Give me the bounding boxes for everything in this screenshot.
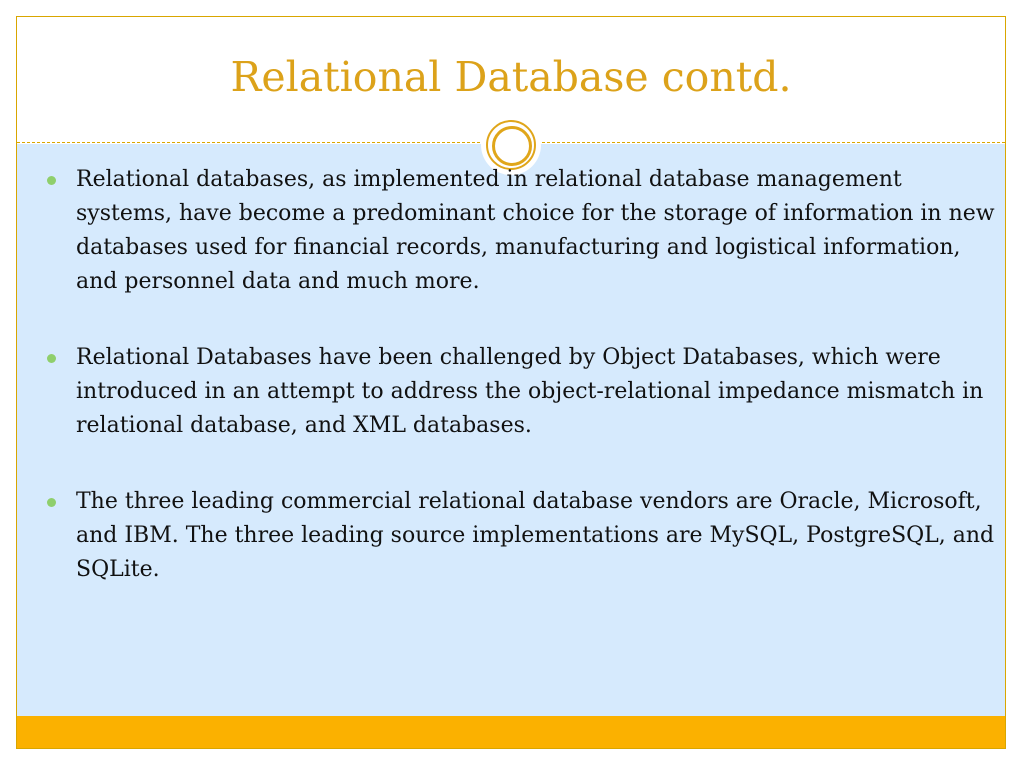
ring-ornament-inner-ring: [492, 126, 532, 166]
bullet-dot-icon: [47, 354, 56, 363]
bullet-text: The three leading commercial relational database vendors are Oracle, Microsoft, and IBM. The three leading source implementations are MySQL, PostgreSQL, and SQLite.: [76, 489, 995, 582]
bullet-item: [47, 163, 997, 299]
bullet-dot-icon: [47, 176, 56, 185]
bullet-text: Relational Databases have been challenged by Object Databases, which were introduced in an attempt to address the object-relational impedance mismatch in relational database, and XML databases.: [76, 345, 984, 438]
bullet-text: Relational databases, as implemented in relational database management systems, have become a predominant choice for the storage of information in new databases used for financial records, manufacturing and logistical information, and personnel data and much more.: [76, 167, 995, 294]
bullet-list: [47, 163, 997, 629]
bullet-dot-icon: [47, 498, 56, 507]
bullet-item: [47, 341, 997, 443]
bullet-item: [47, 485, 997, 587]
slide-title: Relational Database contd.: [230, 53, 792, 101]
slide-frame: [16, 16, 1006, 749]
footer-bar: [17, 716, 1005, 749]
